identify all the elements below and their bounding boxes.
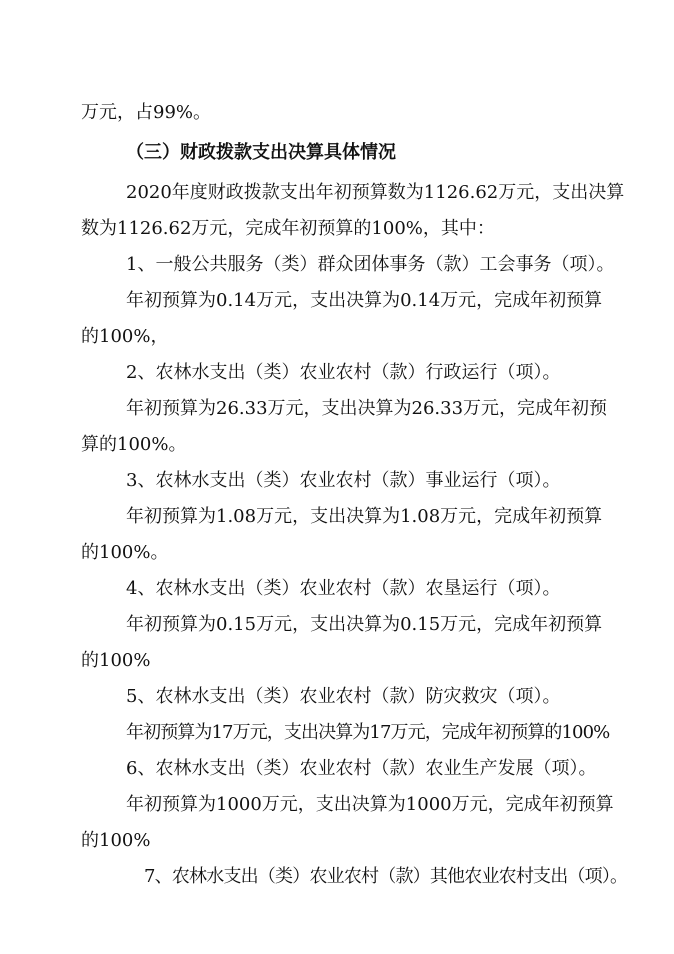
intro-paragraph-line-2: 数为1126.62万元，完成年初预算的100%，其中：: [81, 218, 495, 239]
item-1-heading: 1、一般公共服务（类）群众团体事务（款）工会事务（项）。: [126, 254, 615, 275]
item-3-detail-line-1: 年初预算为1.08万元，支出决算为1.08万元，完成年初预算: [126, 506, 603, 527]
item-5-detail: 年初预算为17万元，支出决算为17万元，完成年初预算的100%: [126, 722, 610, 743]
item-4-detail-line-1: 年初预算为0.15万元，支出决算为0.15万元，完成年初预算: [126, 614, 603, 635]
item-6-detail-line-2: 的100%: [81, 830, 151, 851]
item-5-heading: 5、农林水支出（类）农业农村（款）防灾救灾（项）。: [126, 686, 561, 707]
item-3-detail-line-2: 的100%。: [81, 542, 169, 563]
item-2-detail-line-1: 年初预算为26.33万元，支出决算为26.33万元，完成年初预: [126, 398, 608, 419]
item-3-heading: 3、农林水支出（类）农业农村（款）事业运行（项）。: [126, 470, 561, 491]
item-4-heading: 4、农林水支出（类）农业农村（款）农垦运行（项）。: [126, 578, 561, 599]
section-heading: （三）财政拨款支出决算具体情况: [126, 142, 396, 163]
item-2-heading: 2、农林水支出（类）农业农村（款）行政运行（项）。: [126, 362, 561, 383]
item-2-detail-line-2: 算的100%。: [81, 434, 187, 455]
item-1-detail-line-2: 的100%，: [81, 326, 169, 347]
item-6-heading: 6、农林水支出（类）农业农村（款）农业生产发展（项）。: [126, 758, 597, 779]
item-7-heading: 7、农林水支出（类）农业农村（款）其他农业农村支出（项）。: [144, 866, 628, 887]
intro-paragraph-line-1: 2020年度财政拨款支出年初预算数为1126.62万元，支出决算: [126, 182, 625, 203]
item-1-detail-line-1: 年初预算为0.14万元，支出决算为0.14万元，完成年初预算: [126, 290, 603, 311]
item-4-detail-line-2: 的100%: [81, 650, 151, 671]
text-line-continuation: 万元，占99%。: [81, 102, 212, 123]
item-6-detail-line-1: 年初预算为1000万元，支出决算为1000万元，完成年初预算: [126, 794, 614, 815]
